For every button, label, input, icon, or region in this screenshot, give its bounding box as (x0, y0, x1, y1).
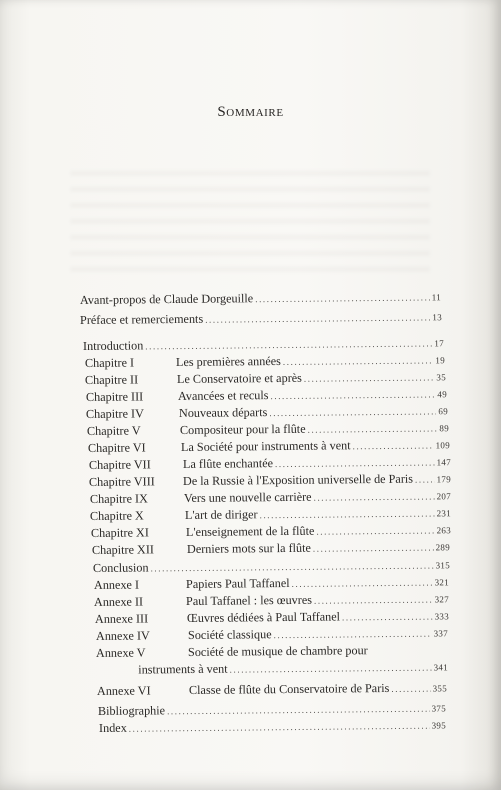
toc-entry-label: Annexe II (93, 594, 144, 609)
toc-entry-label: Chapitre IX (89, 491, 148, 506)
leader-dots (313, 539, 434, 556)
toc-entry-title: Préface et remerciements (79, 311, 204, 327)
leader-dots (391, 681, 430, 697)
toc-entry-title: Société de musique de chambre pour (187, 643, 368, 660)
toc-entry-title: Œuvres dédiées à Paul Taffanel (186, 609, 341, 626)
toc-entry-page-number: 147 (436, 457, 452, 468)
leader-dots (292, 574, 433, 591)
toc-entry-title: Bibliographie (97, 703, 166, 718)
toc-entry (80, 288, 441, 308)
toc-entry-label: Chapitre I (84, 355, 135, 370)
toc-entry-title: Avant-propos de Claude Dorgeuille (79, 291, 254, 307)
toc-entry-title: Société classique (187, 627, 272, 643)
toc-entry-page-number: 19 (435, 355, 446, 366)
leader-dots (313, 488, 434, 505)
toc-entry-label: Chapitre XII (91, 542, 155, 557)
leader-dots (307, 420, 437, 437)
toc-entry-label: Chapitre XI (90, 525, 149, 540)
toc-entry-title: Compositeur pour la flûte (179, 421, 306, 438)
toc-entry-page-number: 333 (434, 611, 450, 622)
leader-dots (259, 505, 434, 523)
toc-entry-label: Annexe V (95, 645, 146, 660)
toc-entry-title: L'art de diriger (184, 507, 258, 523)
toc-entry-label: Chapitre X (89, 508, 144, 523)
leader-dots (342, 608, 433, 625)
toc-entry-title: Index (98, 720, 127, 735)
leader-dots (283, 352, 434, 370)
toc-entry-page-number: 207 (436, 491, 452, 502)
toc-entry (80, 308, 442, 328)
leader-dots (274, 625, 432, 643)
toc-entry-label: Annexe III (94, 611, 149, 626)
leader-dots (230, 659, 432, 677)
toc-entry-page-number: 341 (433, 662, 449, 673)
toc-entry-title: L'enseignement de la flûte (185, 523, 315, 540)
toc-entry-label: Chapitre VIII (88, 474, 155, 489)
toc-entry-page-number: 35 (436, 372, 447, 383)
toc-entry-title: Conclusion (92, 560, 149, 575)
toc-entry-title: Le Conservatoire et après (176, 370, 302, 387)
leader-dots (205, 309, 430, 327)
toc-entry-title: Papiers Paul Taffanel (185, 575, 290, 592)
toc-entry-label: Chapitre IV (85, 406, 144, 421)
toc-entry-title: La Société pour instruments à vent (180, 438, 351, 455)
toc-entry-label: Chapitre VI (87, 440, 146, 455)
toc-entry (96, 658, 448, 678)
toc-entry-page-number: 17 (434, 338, 445, 349)
toc-entry-page-number: 109 (435, 440, 451, 451)
toc-entry-page-number: 355 (432, 683, 448, 694)
leader-dots (129, 718, 430, 737)
toc-entry (92, 538, 450, 558)
toc-entry-page-number: 89 (439, 423, 450, 434)
toc-entry-page-number: 69 (438, 406, 449, 417)
leader-dots (255, 289, 430, 307)
toc-entry-page-number: 263 (436, 525, 452, 536)
toc-entry-page-number: 13 (432, 312, 443, 323)
toc-entry-title: Vers une nouvelle carrière (183, 489, 312, 506)
toc-entry-label: Chapitre II (84, 372, 139, 387)
leader-dots (314, 591, 433, 608)
show-through-text (70, 160, 430, 280)
toc-entry-title: Nouveaux départs (178, 405, 268, 421)
toc-entry-label: Chapitre V (86, 423, 141, 438)
toc-entry-page-number: 11 (431, 292, 442, 303)
toc-entry-label: Chapitre VII (88, 457, 151, 472)
toc-entry-page-number: 395 (431, 720, 447, 731)
toc-entry (99, 716, 446, 736)
toc-entry-page-number: 375 (431, 703, 447, 714)
toc-entry-page-number: 321 (434, 577, 450, 588)
toc-entry-page-number: 49 (437, 389, 448, 400)
toc-entry-page-number: 179 (436, 474, 452, 485)
toc-entry-page-number: 327 (434, 594, 450, 605)
leader-dots (352, 437, 433, 454)
toc-entry-page-number: 289 (435, 542, 451, 553)
leader-dots (275, 454, 435, 472)
toc-entry-label: Chapitre III (85, 389, 144, 404)
toc-entry-title: instruments à vent (138, 661, 228, 677)
leader-dots (415, 471, 435, 487)
leader-dots (316, 522, 434, 539)
toc-entry-page-number: 337 (433, 628, 449, 639)
toc-entry-title: Derniers mots sur la flûte (186, 540, 311, 557)
toc-entry-label: Annexe IV (95, 628, 150, 643)
toc-entry-title: Avancées et reculs (177, 388, 269, 404)
leader-dots (270, 386, 435, 404)
toc-entry-title: Les premières années (175, 353, 281, 370)
toc-entry-title: De la Russie à l'Exposition universelle de Paris (182, 471, 414, 489)
toc-entry-label: Annexe VI (96, 683, 151, 698)
toc-entry-label: Annexe I (93, 577, 140, 592)
toc-entry-title: Paul Taffanel : les œuvres (185, 592, 313, 609)
toc-entry-title: Introduction (82, 338, 144, 353)
toc-entry-page-number: 231 (436, 508, 452, 519)
leader-dots (304, 369, 435, 386)
page-title: Sommaire (217, 104, 284, 120)
toc-entry (97, 679, 447, 699)
toc-entry-title: Classe de flûte du Conservatoire de Paris (188, 680, 390, 698)
toc-entry-title: La flûte enchantée (182, 456, 274, 472)
leader-dots (269, 403, 436, 421)
toc-entry-page-number: 315 (435, 560, 451, 571)
